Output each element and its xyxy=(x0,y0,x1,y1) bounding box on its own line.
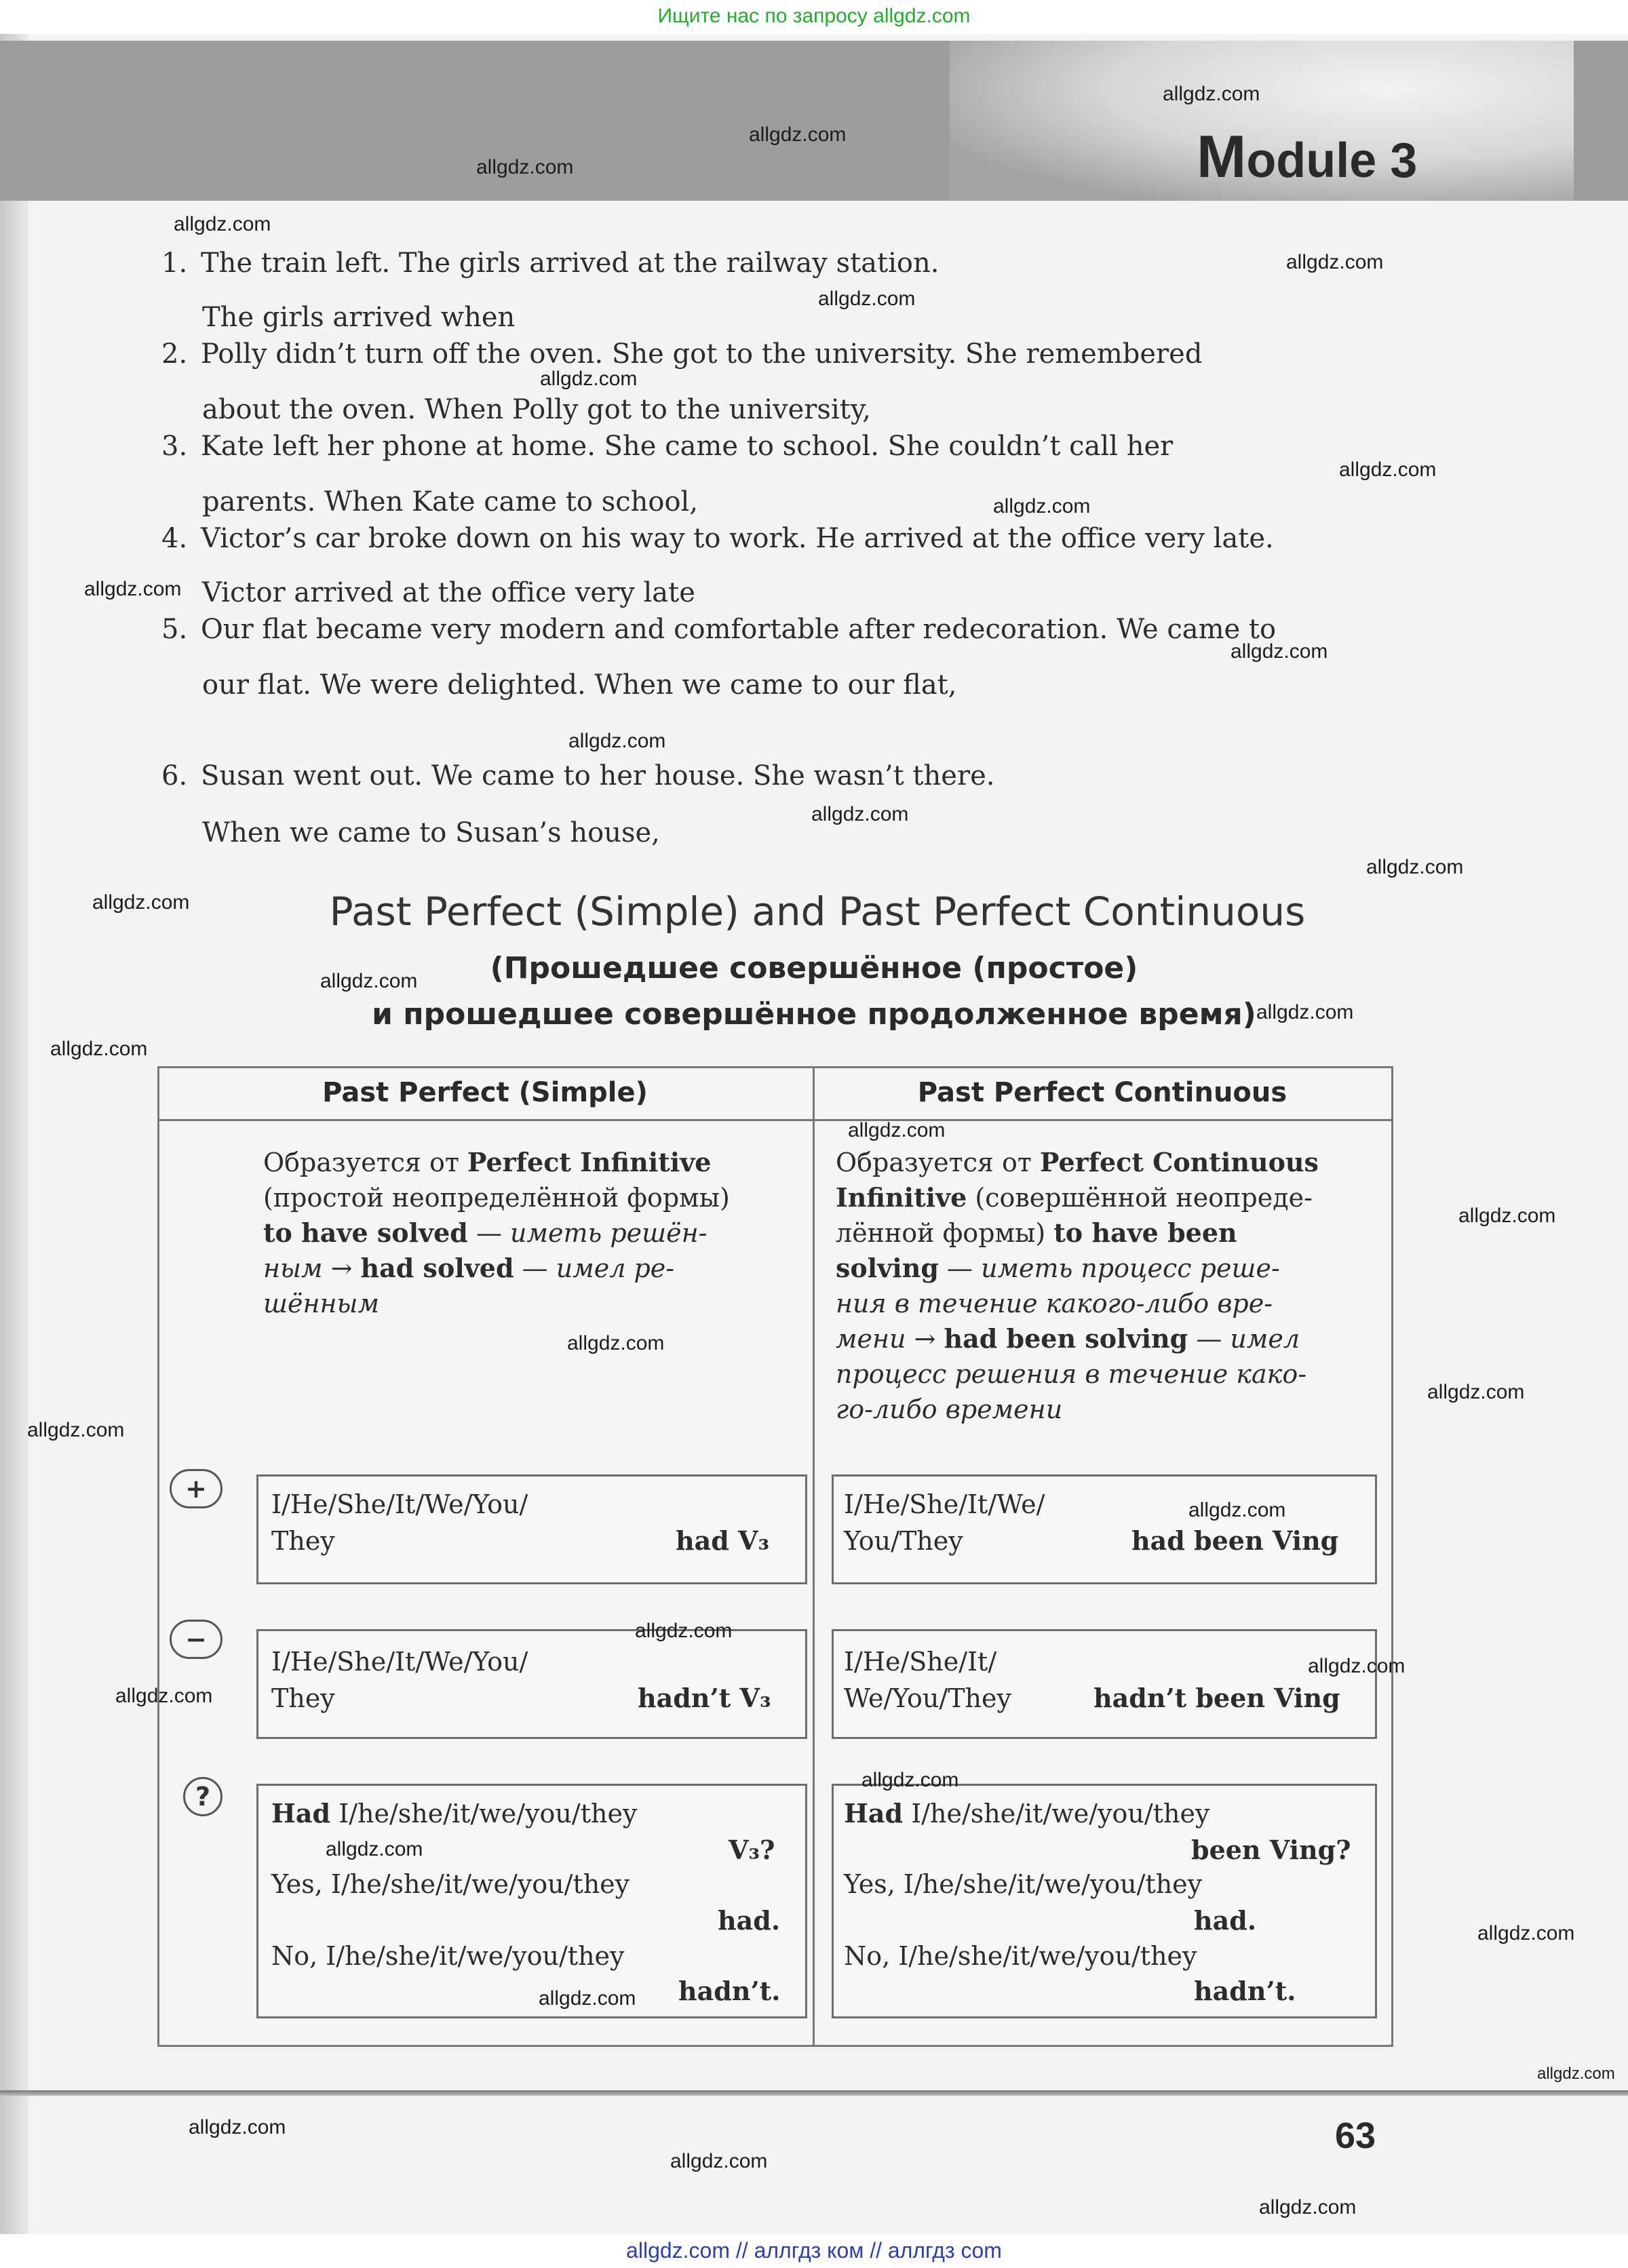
exercise-number: 5. xyxy=(161,614,188,645)
watermark: allgdz.com xyxy=(1477,1922,1575,1944)
question-symbol-icon: ? xyxy=(183,1777,222,1816)
module-title xyxy=(1197,122,1417,191)
negative-right-verb xyxy=(1093,1681,1340,1716)
watermark: allgdz.com xyxy=(1458,1205,1556,1227)
watermark: allgdz.com xyxy=(1256,1001,1354,1023)
watermark: allgdz.com xyxy=(326,1838,423,1860)
watermark: allgdz.com xyxy=(1286,251,1384,273)
arrow: → xyxy=(322,1253,361,1283)
minus-symbol-icon: − xyxy=(170,1620,222,1659)
translation: процесс решения в течение како- xyxy=(836,1359,1307,1389)
negative-right-subject-1: I/He/She/It/ xyxy=(844,1647,997,1677)
term: had been solving xyxy=(944,1323,1188,1354)
watermark: allgdz.com xyxy=(1339,458,1437,481)
watermark: allgdz.com xyxy=(848,1119,946,1141)
auxiliary: Had xyxy=(271,1798,331,1829)
question-left-verb xyxy=(729,1833,775,1868)
watermark: allgdz.com xyxy=(476,156,574,178)
exercise-text: The train left. The girls arrived at the railway station. xyxy=(201,248,939,279)
watermark: allgdz.com xyxy=(320,970,418,992)
text: — xyxy=(513,1253,556,1283)
section-subtitle-1: (Прошедшее совершённое (простое) xyxy=(490,951,1138,985)
page-number: 63 xyxy=(1335,2115,1376,2156)
term: solving xyxy=(836,1253,939,1283)
exercise-6-line-2: When we came to Susan’s house, xyxy=(202,817,660,848)
watermark: allgdz.com xyxy=(1163,83,1260,105)
question-right-line-1 xyxy=(844,1796,1209,1831)
translation: имел ре- xyxy=(556,1253,675,1283)
top-banner-text[interactable]: Ищите нас по запросу allgdz.com xyxy=(657,5,971,27)
table-divider-header xyxy=(157,1119,1391,1121)
footer-rule xyxy=(0,2090,1628,2096)
translation: го-либо времени xyxy=(836,1394,1063,1424)
watermark: allgdz.com xyxy=(1259,2196,1357,2218)
watermark: allgdz.com xyxy=(174,213,271,235)
section-title: Past Perfect (Simple) and Past Perfect Continuous xyxy=(329,888,1306,935)
negative-left-subject-1: I/He/She/It/We/You/ xyxy=(271,1647,528,1677)
exercise-5-line-2: our flat. We were delighted. When we came to our flat, xyxy=(202,669,957,701)
watermark: allgdz.com xyxy=(1427,1381,1525,1403)
translation: шённым xyxy=(263,1289,379,1318)
verb-form: hadn’t been Ving xyxy=(1093,1683,1340,1713)
exercise-5-line-1 xyxy=(161,612,1276,647)
exercise-text: Kate left her phone at home. She came to school. She couldn’t call her xyxy=(201,431,1174,462)
right-formation-line-4 xyxy=(836,1251,1378,1286)
exercise-text: Victor’s car broke down on his way to work. He arrived at the office very late. xyxy=(201,523,1274,554)
watermark: allgdz.com xyxy=(1308,1655,1406,1677)
module-title-rest: odule 3 xyxy=(1246,134,1418,188)
negative-left-verb xyxy=(638,1681,771,1716)
column-header-past-perfect-continuous: Past Perfect Continuous xyxy=(917,1077,1287,1108)
watermark: allgdz.com xyxy=(92,891,190,914)
watermark: allgdz.com xyxy=(115,1685,213,1707)
exercise-2-line-2: about the oven. When Polly got to the university, xyxy=(202,394,871,425)
exercise-text: Susan went out. We came to her house. She wasn’t there. xyxy=(201,760,995,791)
watermark: allgdz.com xyxy=(84,578,182,600)
text: — xyxy=(1188,1324,1230,1354)
question-right-verb xyxy=(1191,1833,1351,1868)
term: to have solved xyxy=(263,1217,468,1248)
plus-symbol-icon: + xyxy=(170,1469,222,1508)
term: Infinitive xyxy=(836,1182,967,1213)
affirmative-right-verb xyxy=(1131,1523,1338,1559)
negative-left-subject-2: They xyxy=(271,1683,335,1713)
bottom-banner-text[interactable]: allgdz.com // аллгдз ком // аллгдз com xyxy=(626,2238,1002,2263)
watermark: allgdz.com xyxy=(635,1620,733,1642)
text: (совершённой неопреде- xyxy=(967,1183,1313,1213)
watermark: allgdz.com xyxy=(27,1419,125,1441)
translation: имел xyxy=(1230,1324,1300,1354)
exercise-number: 3. xyxy=(161,431,188,462)
left-formation-line-3 xyxy=(263,1215,799,1251)
watermark: allgdz.com xyxy=(540,368,638,390)
exercise-number: 1. xyxy=(161,248,188,279)
question-left-line-1 xyxy=(271,1796,637,1831)
exercise-number: 6. xyxy=(161,760,188,791)
watermark: allgdz.com xyxy=(670,2150,768,2172)
translation: мени xyxy=(836,1324,906,1354)
right-formation-line-3 xyxy=(836,1215,1378,1251)
verb-form: had V₃ xyxy=(676,1525,770,1556)
verb-form: been Ving? xyxy=(1191,1835,1351,1865)
watermark: allgdz.com xyxy=(993,495,1091,517)
right-formation-line-8 xyxy=(836,1392,1378,1427)
term: had solved xyxy=(360,1253,514,1283)
subjects: I/he/she/it/we/you/they xyxy=(330,1799,638,1829)
subjects: I/he/she/it/we/you/they xyxy=(903,1799,1210,1829)
watermark: allgdz.com xyxy=(1537,2065,1615,2083)
right-formation-line-7 xyxy=(836,1356,1378,1392)
page-spine-shadow xyxy=(0,34,28,2234)
exercise-4-line-1 xyxy=(161,521,1274,556)
right-formation-line-1 xyxy=(836,1145,1378,1180)
translation: ным xyxy=(263,1253,323,1283)
left-formation-line-4 xyxy=(263,1251,799,1286)
right-formation xyxy=(836,1145,1378,1427)
top-banner[interactable] xyxy=(0,0,1628,34)
translation: иметь процесс реше- xyxy=(981,1253,1280,1283)
watermark: allgdz.com xyxy=(749,123,847,146)
verb-form: had been Ving xyxy=(1131,1525,1339,1556)
exercise-2-line-1 xyxy=(161,336,1202,372)
affirmative-right-subject-2: You/They xyxy=(844,1526,963,1556)
short-answer: had. xyxy=(718,1905,781,1936)
arrow: → xyxy=(906,1324,944,1354)
text: Образуется от xyxy=(263,1148,467,1177)
translation: ния в течение какого-либо вре- xyxy=(836,1289,1273,1318)
watermark: allgdz.com xyxy=(567,1332,665,1354)
right-formation-line-5 xyxy=(836,1286,1378,1321)
auxiliary: Had xyxy=(844,1798,904,1829)
question-right-yes: Yes, I/he/she/it/we/you/they xyxy=(844,1869,1203,1899)
watermark: allgdz.com xyxy=(539,1987,636,2010)
watermark: allgdz.com xyxy=(1366,856,1464,878)
verb-form: hadn’t V₃ xyxy=(638,1683,771,1713)
exercise-text: Our flat became very modern and comfortable after redecoration. We came to xyxy=(201,614,1277,645)
affirmative-left-subject-1: I/He/She/It/We/You/ xyxy=(271,1489,528,1519)
exercise-6-line-1 xyxy=(161,758,994,794)
right-formation-line-2 xyxy=(836,1180,1378,1215)
question-left-no: No, I/he/she/it/we/you/they xyxy=(271,1941,625,1971)
text: Образуется от xyxy=(836,1148,1040,1177)
question-right-no-short xyxy=(1194,1974,1296,2009)
text: — xyxy=(938,1253,982,1283)
module-title-cap: M xyxy=(1197,123,1247,190)
short-answer: hadn’t. xyxy=(1194,1976,1296,2006)
watermark: allgdz.com xyxy=(1188,1499,1286,1521)
right-formation-line-6 xyxy=(836,1321,1378,1356)
short-answer: had. xyxy=(1194,1905,1257,1936)
term: Perfect Infinitive xyxy=(467,1147,712,1177)
affirmative-left-verb xyxy=(676,1523,769,1559)
watermark: allgdz.com xyxy=(818,288,916,310)
exercise-text: Polly didn’t turn off the oven. She got to the university. She remembered xyxy=(201,338,1203,370)
column-header-past-perfect-simple: Past Perfect (Simple) xyxy=(322,1077,648,1108)
section-subtitle-2: и прошедшее совершённое продолженное время) xyxy=(372,997,1256,1032)
watermark: allgdz.com xyxy=(861,1769,959,1791)
translation: иметь решён- xyxy=(510,1218,708,1248)
question-left-yes-short xyxy=(718,1903,780,1938)
bottom-banner[interactable] xyxy=(0,2234,1628,2268)
exercise-4-line-2: Victor arrived at the office very late xyxy=(202,577,695,608)
left-formation-line-2: (простой неопределённой формы) xyxy=(263,1183,730,1213)
exercise-1-line-2: The girls arrived when xyxy=(202,302,516,333)
watermark: allgdz.com xyxy=(50,1038,148,1060)
question-left-no-short xyxy=(678,1974,780,2009)
affirmative-left-subject-2: They xyxy=(271,1526,335,1556)
verb-form: V₃? xyxy=(729,1835,775,1865)
left-formation-line-5 xyxy=(263,1286,799,1321)
term: to have been xyxy=(1053,1217,1237,1248)
question-left-yes: Yes, I/he/she/it/we/you/they xyxy=(271,1869,630,1899)
exercise-number: 2. xyxy=(161,338,188,370)
exercise-3-line-1 xyxy=(161,429,1173,464)
left-formation xyxy=(263,1145,799,1321)
text: — xyxy=(467,1218,511,1248)
question-right-yes-short xyxy=(1194,1903,1256,1938)
watermark: allgdz.com xyxy=(1230,640,1328,663)
watermark: allgdz.com xyxy=(568,730,666,752)
negative-right-subject-2: We/You/They xyxy=(844,1683,1011,1713)
watermark: allgdz.com xyxy=(811,803,909,825)
question-right-no: No, I/he/she/it/we/you/they xyxy=(844,1941,1197,1971)
left-formation-line-1 xyxy=(263,1145,799,1180)
affirmative-right-subject-1: I/He/She/It/We/ xyxy=(844,1489,1045,1519)
table-divider-vertical xyxy=(813,1066,815,2045)
text: лённой формы) xyxy=(836,1218,1054,1248)
exercise-1-line-1 xyxy=(161,246,939,281)
short-answer: hadn’t. xyxy=(678,1976,781,2006)
exercise-3-line-2: parents. When Kate came to school, xyxy=(202,486,699,517)
exercise-number: 4. xyxy=(161,523,188,554)
term: Perfect Continuous xyxy=(1039,1147,1319,1177)
watermark: allgdz.com xyxy=(189,2116,286,2138)
